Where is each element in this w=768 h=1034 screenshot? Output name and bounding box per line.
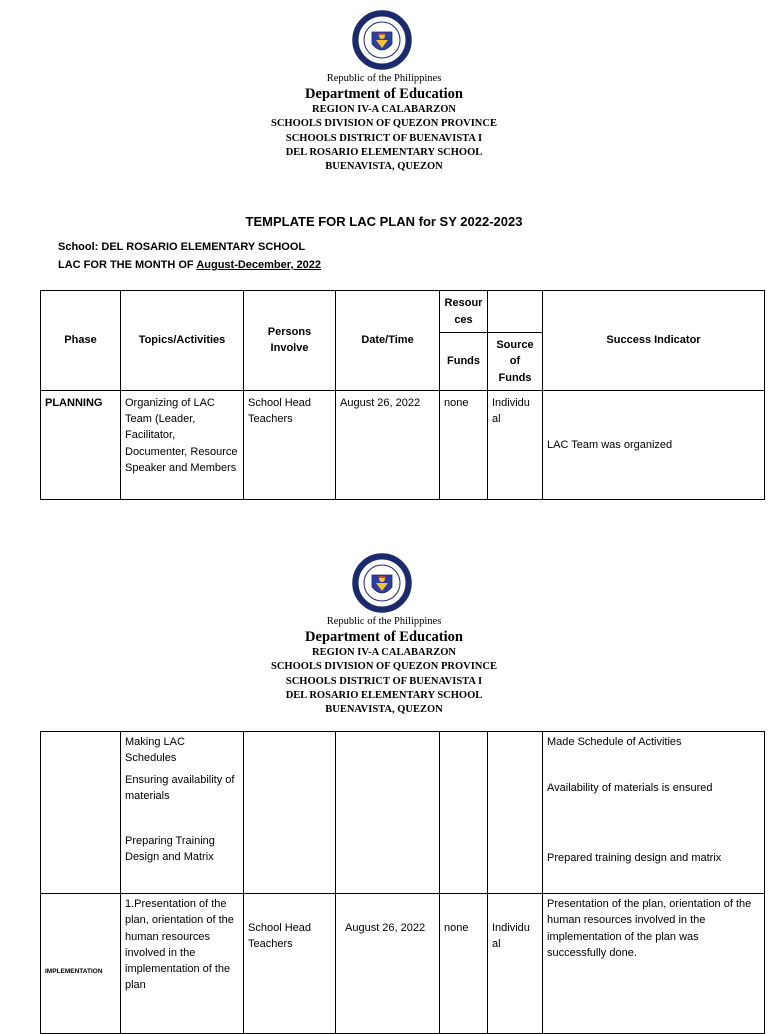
month-value: August-December, 2022	[196, 259, 322, 271]
row-success: LAC Team was organized	[543, 390, 765, 499]
letterhead-2	[0, 615, 768, 717]
letterhead-1	[0, 72, 768, 174]
header-date: Date/Time	[336, 291, 440, 391]
division-line: SCHOOLS DIVISION OF QUEZON PROVINCE	[271, 118, 497, 130]
header-source: Source of Funds	[488, 333, 543, 391]
header-topics: Topics/Activities	[121, 291, 244, 391]
school-label: School: DEL ROSARIO ELEMENTARY SCHOOL	[58, 241, 306, 253]
success-item: Availability of materials is ensured	[547, 782, 713, 795]
department-name: Department of Education	[305, 86, 463, 103]
district-line: SCHOOLS DISTRICT OF BUENAVISTA I	[285, 132, 483, 144]
deped-seal-icon	[352, 553, 412, 613]
row-funds: none	[440, 894, 488, 1034]
month-line	[58, 259, 321, 271]
row-source: Individu al	[488, 894, 543, 1034]
region-line: REGION IV-A CALABARZON	[312, 104, 456, 116]
page-title: TEMPLATE FOR LAC PLAN for SY 2022-2023	[245, 214, 523, 229]
division-line: SCHOOLS DIVISION OF QUEZON PROVINCE	[271, 661, 497, 673]
row-success	[543, 732, 765, 894]
row-date	[336, 732, 440, 894]
address-line: BUENAVISTA, QUEZON	[325, 161, 443, 173]
month-label: LAC FOR THE MONTH OF	[58, 259, 197, 271]
row-topics	[121, 732, 244, 894]
region-line: REGION IV-A CALABARZON	[312, 647, 456, 659]
topic-item: Preparing Training Design and Matrix	[125, 835, 215, 864]
school-line: DEL ROSARIO ELEMENTARY SCHOOL	[285, 146, 483, 158]
row-topics: Organizing of LAC Team (Leader, Facilitator, Documenter, Resource Speaker and Members	[121, 390, 244, 499]
district-line: SCHOOLS DISTRICT OF BUENAVISTA I	[285, 675, 483, 687]
address-line: BUENAVISTA, QUEZON	[325, 704, 443, 716]
header-persons: Persons Involve	[244, 291, 336, 391]
row-source	[488, 732, 543, 894]
row-persons: School Head Teachers	[244, 390, 336, 499]
deped-seal-icon	[352, 10, 412, 70]
success-item: Prepared training design and matrix	[547, 851, 722, 864]
lac-plan-table	[40, 290, 765, 500]
row-success: Presentation of the plan, orientation of the human resources involved in the implementation of the plan was successfully done.	[543, 894, 765, 1034]
row-funds	[440, 732, 488, 894]
header-success: Success Indicator	[543, 291, 765, 391]
row-persons	[244, 732, 336, 894]
table-row	[41, 732, 765, 894]
success-item: Made Schedule of Activities	[547, 736, 682, 748]
row-topics: 1.Presentation of the plan, orientation of the human resources involved in the implementation of the plan	[121, 894, 244, 1034]
republic-line: Republic of the Philippines	[326, 616, 442, 627]
republic-line: Republic of the Philippines	[326, 73, 442, 84]
department-name: Department of Education	[305, 629, 463, 646]
row-phase	[41, 732, 121, 894]
header-funds: Funds	[440, 333, 488, 391]
row-persons: School Head Teachers	[244, 894, 336, 1034]
row-funds: none	[440, 390, 488, 499]
topic-item: Ensuring availability of materials	[125, 773, 235, 802]
table-row	[41, 894, 765, 1034]
header-resources: Resour ces	[440, 291, 488, 333]
school-line: DEL ROSARIO ELEMENTARY SCHOOL	[285, 689, 483, 701]
table-row	[41, 390, 765, 499]
topic-item: Making LAC Schedules	[125, 736, 185, 765]
row-phase: IMPLEMENTATION	[41, 894, 121, 1034]
row-date: August 26, 2022	[336, 390, 440, 499]
row-source: Individu al	[488, 390, 543, 499]
header-phase: Phase	[41, 291, 121, 391]
row-date: August 26, 2022	[336, 894, 440, 1034]
row-phase: PLANNING	[41, 390, 121, 499]
lac-plan-table-continued	[40, 731, 765, 1034]
header-blank	[488, 291, 543, 333]
